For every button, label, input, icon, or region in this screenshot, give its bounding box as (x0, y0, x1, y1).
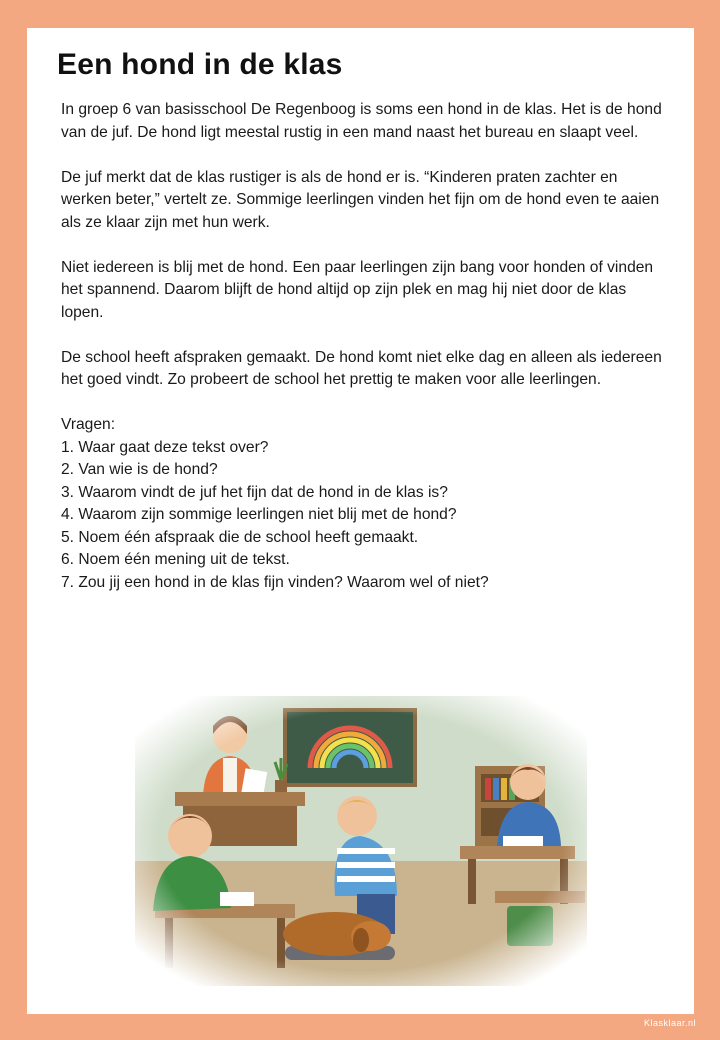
footer-brand: Klasklaar.nl (643, 1018, 696, 1028)
paragraph: In groep 6 van basisschool De Regenboog is soms een hond in de klas. Het is de hond van de juf. De hond ligt meestal rustig in een mand naast het bureau en slaapt veel. (61, 101, 662, 141)
question-item: 6. Noem één mening uit de tekst. (61, 551, 290, 568)
page-title: Een hond in de klas (57, 48, 343, 81)
paragraph: De juf merkt dat de klas rustiger is als de hond er is. “Kinderen praten zachter en werken beter,” vertelt ze. Sommige leerlingen vinden het fijn om de hond even te aaien als ze klaar zijn met hun werk. (61, 168, 660, 231)
classroom-illustration (135, 696, 587, 986)
question-item: 5. Noem één afspraak die de school heeft gemaakt. (61, 528, 419, 546)
question-item: 2. Van wie is de hond? (61, 461, 218, 478)
question-item: 1. Waar gaat deze tekst over? (61, 438, 269, 456)
question-item: 7. Zou jij een hond in de klas fijn vinden? Waarom wel of niet? (61, 573, 489, 591)
questions-list (61, 414, 671, 594)
worksheet-page (27, 28, 694, 1014)
paragraph: De school heeft afspraken gemaakt. De hond komt niet elke dag en alleen als iedereen het goed vindt. Zo probeert de school het prettig te maken voor alle leerlingen. (61, 348, 662, 388)
question-item: 3. Waarom vindt de juf het fijn dat de hond in de klas is? (61, 483, 448, 501)
question-item: 4. Waarom zijn sommige leerlingen niet blij met de hond? (61, 506, 457, 523)
paragraph: Niet iedereen is blij met de hond. Een paar leerlingen zijn bang voor honden of vinden het spannend. Daarom blijft de hond altijd op zijn plek en mag hij niet door de klas lopen. (61, 258, 654, 321)
questions-heading: Vragen: (61, 416, 116, 433)
reading-text (61, 99, 671, 594)
